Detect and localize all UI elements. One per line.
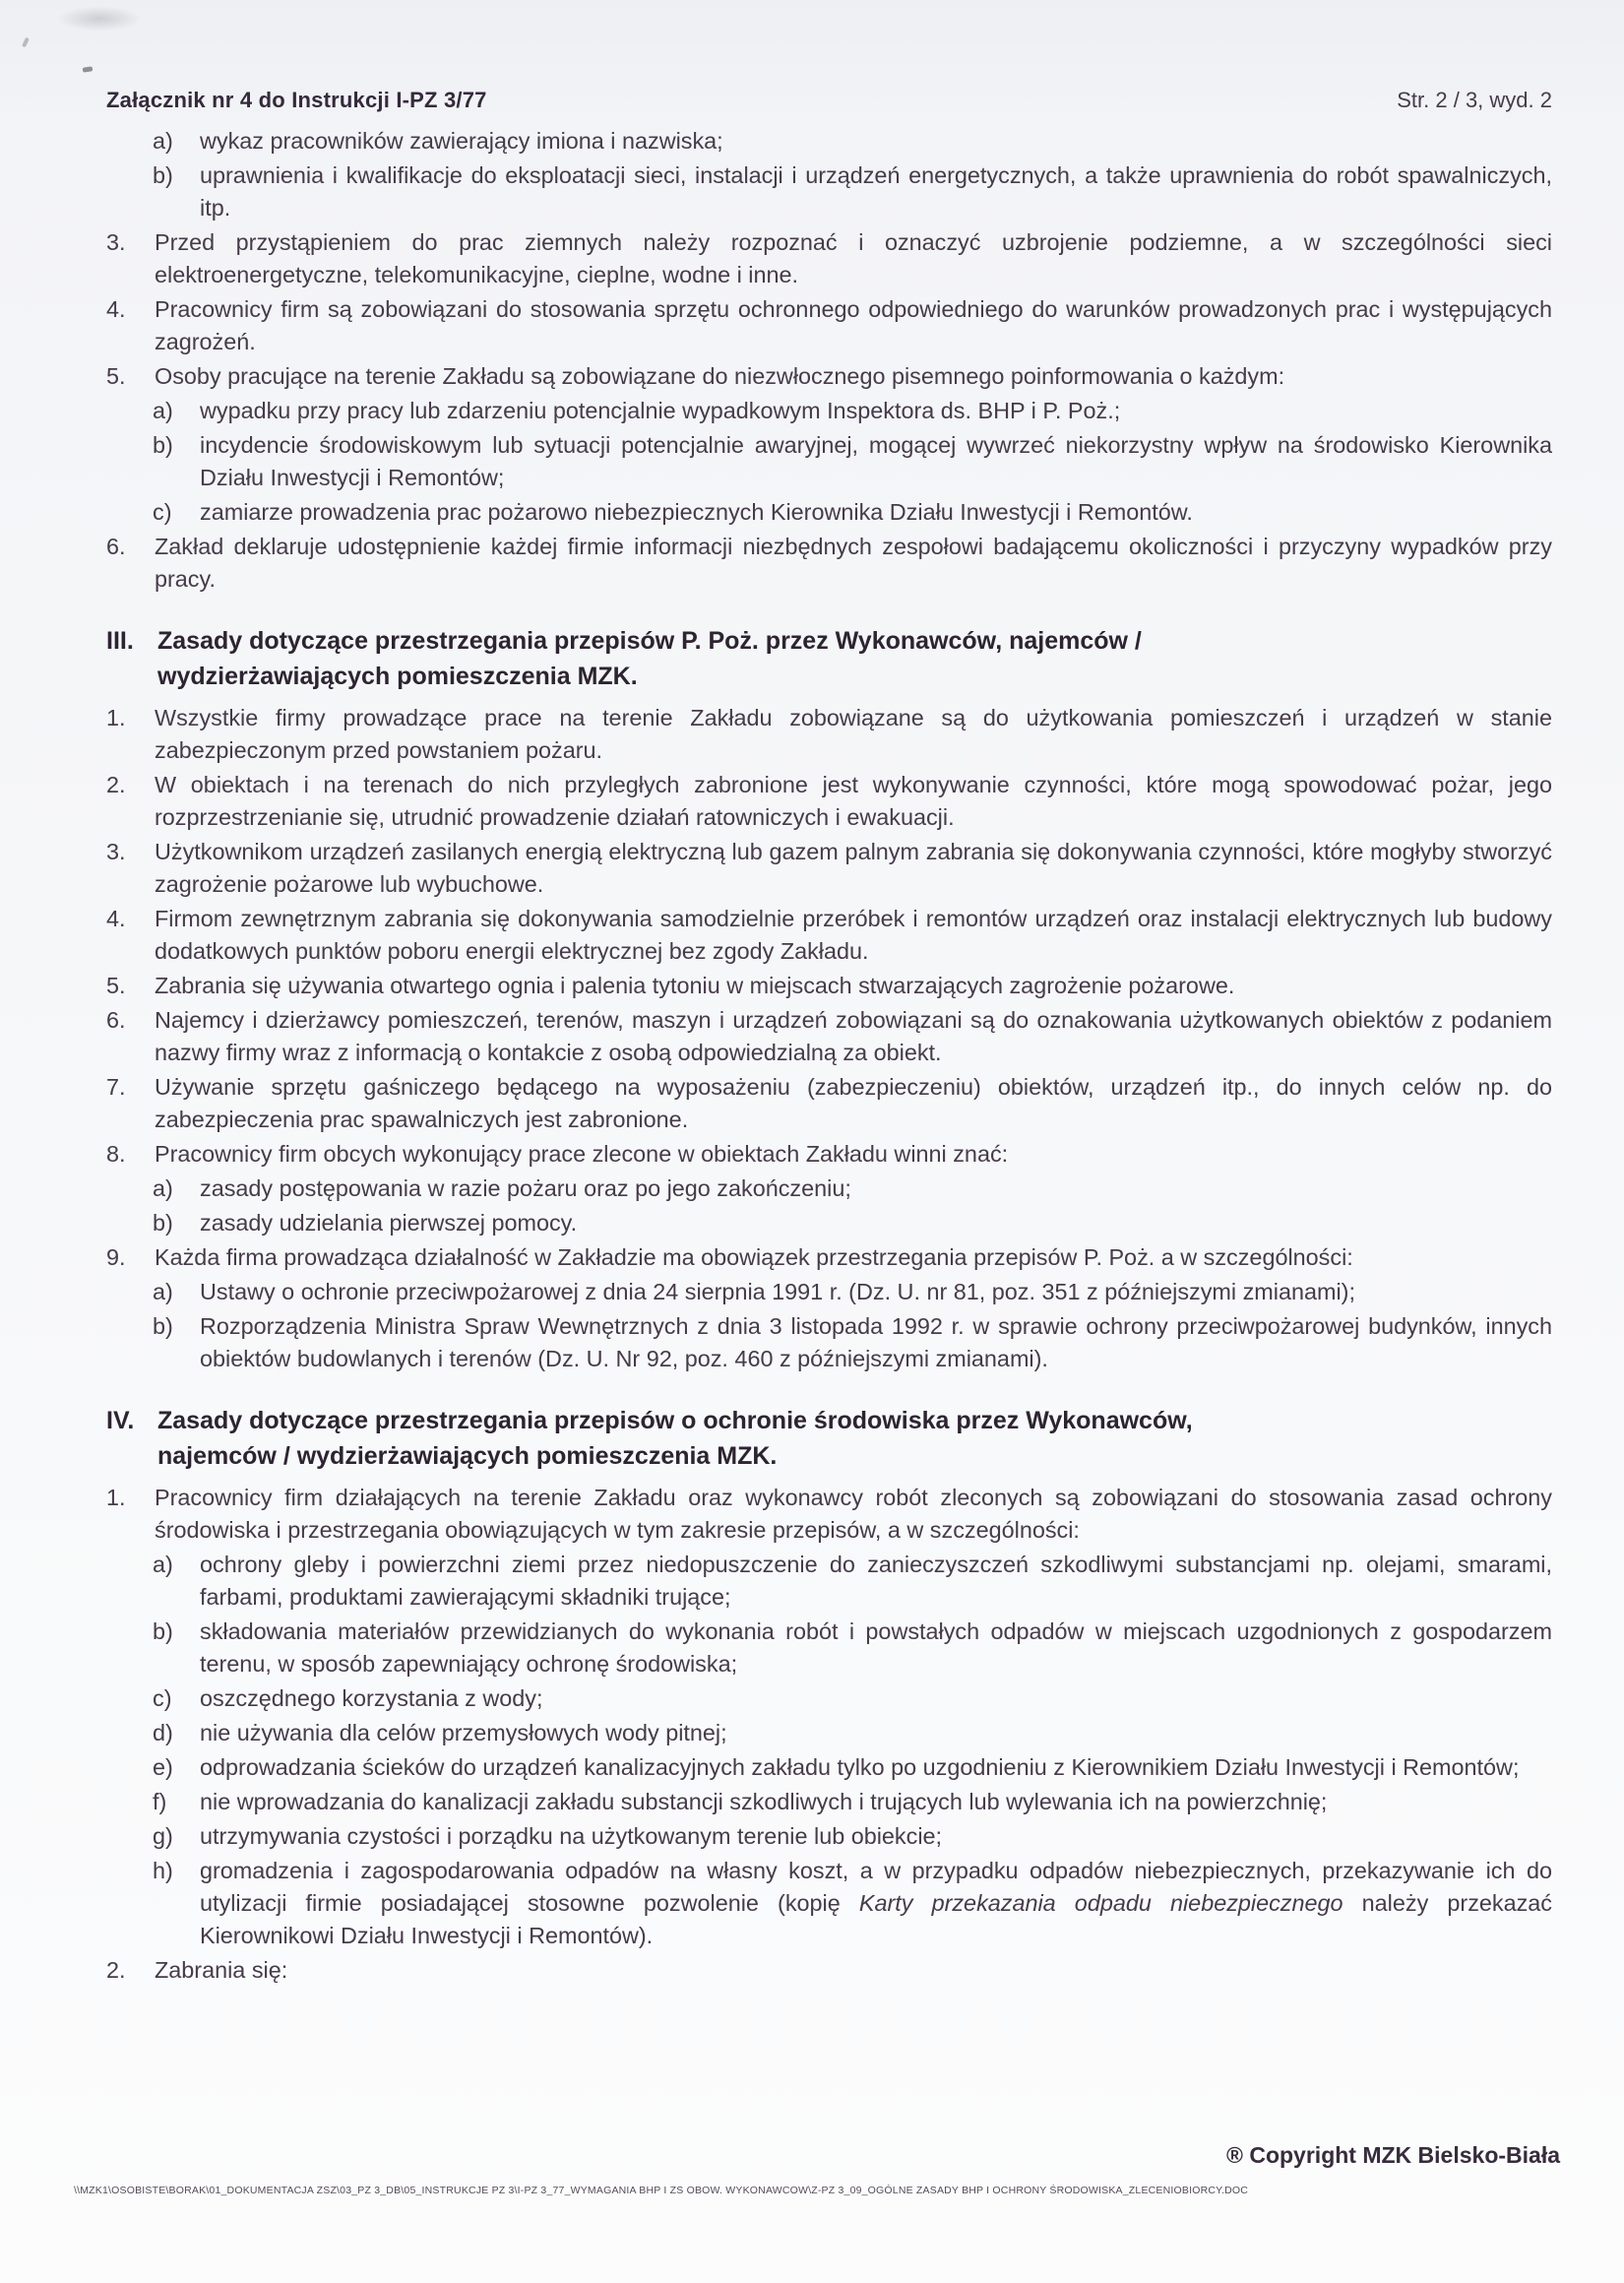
list-item [106,226,1552,291]
item-text: Pracownicy firm są zobowiązani do stosowania sprzętu ochronnego odpowiedniego do warunków prowadzonych prac i występujących zagrożeń. [155,296,1552,354]
item-text: uprawnienia i kwalifikacje do eksploatacji sieci, instalacji i urządzeń energetycznych, a także uprawnienia do robót spawalniczych, itp. [200,162,1552,221]
page-header [106,87,1552,113]
item-text: wykaz pracowników zawierający imiona i nazwiska; [200,128,723,154]
item-text: W obiektach i na terenach do nich przyległych zabronione jest wykonywanie czynności, które mogą spowodować pożar, jego rozprzestrzenianie się, utrudnić prowadzenie działań ratowniczych i ewakuacji. [155,772,1552,830]
list-item [106,1717,1552,1749]
page-number: Str. 2 / 3, wyd. 2 [1397,88,1552,112]
section-heading [106,1403,1552,1474]
item-text [200,1855,1552,1952]
item-text: Zabrania się używania otwartego ognia i palenia tytoniu w miejscach stwarzających zagrożenie pożarowe. [155,973,1235,998]
plain-text: należy przekazać Kierownikowi Działu Inwestycji i Remontów). [200,1890,1552,1948]
list-item [106,702,1552,767]
file-path: \\MZK1\OSOBISTE\BORAK\01_DOKUMENTACJA ZSZ\03_PZ 3_DB\05_INSTRUKCJE PZ 3\I-PZ 3_77_WYMAGANIA BHP I ZS OBOW. WYKONAWCOW\Z-PZ 3_09_OGÓLNE ZASADY BHP I OCHRONY ŚRODOWISKA_ZLECENIOBIORCY.DOC [74,2185,1249,2196]
list-item [106,1071,1552,1136]
heading-text [157,623,1552,694]
item-marker: 1. [106,705,126,730]
plain-text: gromadzenia i zagospodarowania odpadów na własny koszt, a w przypadku odpadów niebezpiecznych, przekazywanie ich do utylizacji firmie posiadającej stosowne pozwolenie (kopię [200,1858,1552,1916]
list-item [106,970,1552,1002]
list-item [106,360,1552,393]
list-item [106,531,1552,596]
list-item [106,159,1552,224]
item-marker: g) [153,1823,173,1849]
item-marker: 5. [106,973,126,998]
list-item [106,769,1552,834]
list-item [106,496,1552,529]
list-item [106,1310,1552,1375]
item-marker: a) [153,128,173,154]
item-marker: 5. [106,363,126,389]
list-item [106,1751,1552,1784]
item-text: Ustawy o ochronie przeciwpożarowej z dnia 24 sierpnia 1991 r. (Dz. U. nr 81, poz. 351 z późniejszymi zmianami); [200,1279,1355,1304]
item-text: Użytkownikom urządzeń zasilanych energią elektryczną lub gazem palnym zabrania się dokonywania czynności, które mogłyby stworzyć zagrożenie pożarowe lub wybuchowe. [155,839,1552,897]
item-text: Zakład deklaruje udostępnienie każdej firmie informacji niezbędnych zespołowi badającemu okoliczności i przyczyny wypadków przy pracy. [155,534,1552,592]
item-text: zasady udzielania pierwszej pomocy. [200,1210,578,1236]
section-heading [106,623,1552,694]
item-text: zamiarze prowadzenia prac pożarowo niebezpiecznych Kierownika Działu Inwestycji i Remontów. [200,499,1193,525]
item-marker: 6. [106,534,126,559]
item-text: Pracownicy firm obcych wykonujący prace zlecone w obiektach Zakładu winni znać: [155,1141,1009,1167]
heading-line: najemców / wydzierżawiających pomieszczenia MZK. [157,1442,778,1470]
heading-text [157,1403,1552,1474]
list-item [106,1241,1552,1274]
list-item [106,1954,1552,1987]
item-marker: 4. [106,906,126,931]
list-item [106,903,1552,968]
item-text: nie używania dla celów przemysłowych wody pitnej; [200,1720,727,1745]
item-marker: 2. [106,1957,126,1983]
list-item [106,1855,1552,1952]
list-item [106,1138,1552,1171]
item-text: wypadku przy pracy lub zdarzeniu potencjalnie wypadkowym Inspektora ds. BHP i P. Poż.; [200,398,1121,423]
item-marker: h) [153,1858,173,1883]
list-item [106,836,1552,901]
list-item [106,1549,1552,1614]
list-item [106,1820,1552,1853]
item-marker: b) [153,432,173,458]
page-footer [0,2142,1624,2196]
list-item [106,293,1552,358]
item-marker: 2. [106,772,126,797]
item-text: ochrony gleby i powierzchni ziemi przez niedopuszczenie do zanieczyszczeń szkodliwymi substancjami np. olejami, smarami, farbami, produktami zawierającymi składniki trujące; [200,1552,1552,1610]
item-marker: 3. [106,229,126,255]
list-item [106,395,1552,427]
heading-line: Zasady dotyczące przestrzegania przepisów P. Poż. przez Wykonawców, najemców / [157,627,1142,655]
item-marker: 6. [106,1007,126,1033]
item-text: utrzymywania czystości i porządku na użytkowanym terenie lub obiekcie; [200,1823,943,1849]
item-marker: d) [153,1720,173,1745]
list-item [106,1482,1552,1547]
list-item [106,1682,1552,1715]
item-marker: 8. [106,1141,126,1167]
attachment-title: Załącznik nr 4 do Instrukcji I-PZ 3/77 [106,88,487,112]
item-text: Przed przystąpieniem do prac ziemnych należy rozpoznać i oznaczyć uzbrojenie podziemne, a w szczególności sieci elektroenergetyczne, telekomunikacyjne, cieplne, wodne i inne. [155,229,1552,287]
list-item [106,1207,1552,1239]
item-marker: IV. [106,1407,135,1434]
item-marker: b) [153,1313,173,1339]
item-marker: c) [153,499,172,525]
document-body [106,125,1552,1987]
item-marker: b) [153,1210,173,1236]
item-marker: 4. [106,296,126,322]
item-marker: e) [153,1754,173,1780]
item-marker: 7. [106,1074,126,1100]
heading-line: Zasady dotyczące przestrzegania przepisów o ochronie środowiska przez Wykonawców, [157,1407,1193,1434]
item-marker: b) [153,162,173,188]
list-item [106,1276,1552,1308]
item-text: Osoby pracujące na terenie Zakładu są zobowiązane do niezwłocznego pisemnego poinformowania o każdym: [155,363,1285,389]
item-text: Każda firma prowadząca działalność w Zakładzie ma obowiązek przestrzegania przepisów P. Poż. a w szczególności: [155,1244,1353,1270]
item-marker: c) [153,1685,172,1711]
item-text: oszczędnego korzystania z wody; [200,1685,543,1711]
item-text: Firmom zewnętrznym zabrania się dokonywania samodzielnie przeróbek i remontów urządzeń oraz instalacji elektrycznych lub budowy dodatkowych punktów poboru energii elektrycznej bez zgody Zakładu. [155,906,1552,964]
item-marker: a) [153,1175,173,1201]
item-text: odprowadzania ścieków do urządzeń kanalizacyjnych zakładu tylko po uzgodnieniu z Kierownikiem Działu Inwestycji i Remontów; [200,1754,1520,1780]
item-text: nie wprowadzania do kanalizacji zakładu substancji szkodliwych i trujących lub wylewania ich na powierzchnię; [200,1789,1328,1814]
item-marker: f) [153,1789,167,1814]
list-item [106,125,1552,158]
item-text: Wszystkie firmy prowadzące prace na terenie Zakładu zobowiązane są do użytkowania pomieszczeń i urządzeń w stanie zabezpieczonym przed powstaniem pożaru. [155,705,1552,763]
copyright-notice: ® Copyright MZK Bielsko-Biała [1226,2142,1560,2168]
item-marker: 1. [106,1485,126,1510]
item-text: Pracownicy firm działających na terenie Zakładu oraz wykonawcy robót zleconych są zobowiązani do stosowania zasad ochrony środowiska i przestrzegania obowiązujących w tym zakresie przepisów, a w szczególności: [155,1485,1552,1543]
item-text: zasady postępowania w razie pożaru oraz po jego zakończeniu; [200,1175,851,1201]
item-marker: III. [106,627,134,655]
item-text: składowania materiałów przewidzianych do wykonania robót i powstałych odpadów w miejscach uzgodnionych z gospodarzem terenu, w sposób zapewniający ochronę środowiska; [200,1618,1552,1677]
item-marker: a) [153,1279,173,1304]
list-item [106,1004,1552,1069]
item-text: Rozporządzenia Ministra Spraw Wewnętrznych z dnia 3 listopada 1992 r. w sprawie ochrony przeciwpożarowej budynków, innych obiektów budowlanych i terenów (Dz. U. Nr 92, poz. 460 z późniejszymi zmianami). [200,1313,1552,1371]
item-marker: b) [153,1618,173,1644]
item-text: Najemcy i dzierżawcy pomieszczeń, terenów, maszyn i urządzeń zobowiązani są do oznakowania użytkowanych obiektów z podaniem nazwy firmy wraz z informacją o kontakcie z osobą odpowiedzialną za obiekt. [155,1007,1552,1065]
item-marker: a) [153,1552,173,1577]
item-marker: 3. [106,839,126,864]
list-item [106,1616,1552,1681]
italic-text: Karty przekazania odpadu niebezpiecznego [858,1890,1343,1916]
list-item [106,1786,1552,1818]
item-marker: a) [153,398,173,423]
item-text: Zabrania się: [155,1957,288,1983]
item-text: incydencie środowiskowym lub sytuacji potencjalnie awaryjnej, mogącej wywrzeć niekorzystny wpływ na środowisko Kierownika Działu Inwestycji i Remontów; [200,432,1552,490]
list-item [106,429,1552,494]
list-item [106,1173,1552,1205]
item-text: Używanie sprzętu gaśniczego będącego na wyposażeniu (zabezpieczeniu) obiektów, urządzeń itp., do innych celów np. do zabezpieczenia prac spawalniczych jest zabronione. [155,1074,1552,1132]
heading-line: wydzierżawiających pomieszczenia MZK. [157,663,638,690]
item-marker: 9. [106,1244,126,1270]
